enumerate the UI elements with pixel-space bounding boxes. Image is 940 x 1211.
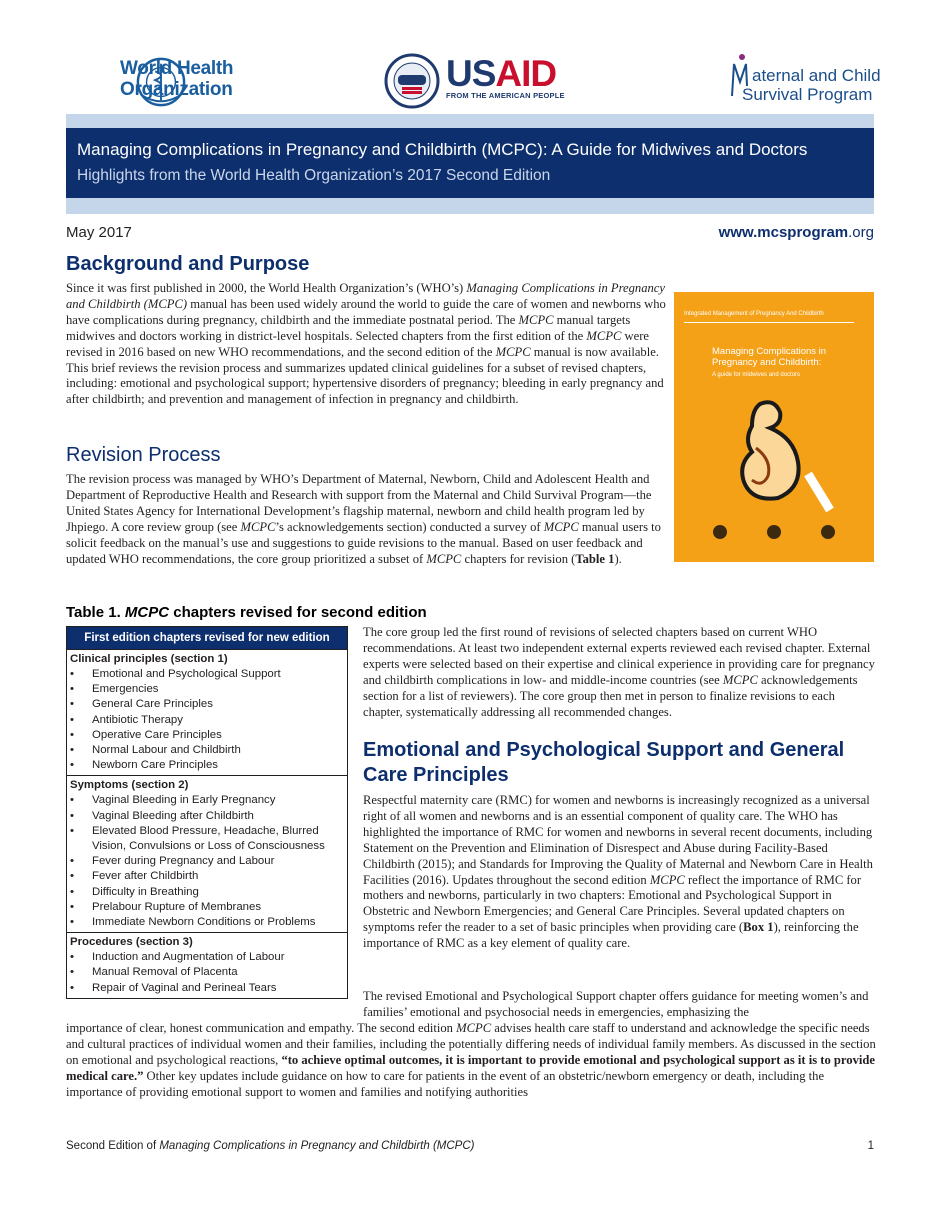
banner-subtitle: Highlights from the World Health Organization’s 2017 Second Edition (77, 167, 551, 184)
cover-series-text: Integrated Management of Pregnancy And Childbirth (684, 311, 824, 317)
usaid-tagline: FROM THE AMERICAN PEOPLE (446, 91, 565, 100)
table-caption: Table 1. MCPC chapters revised for second edition (66, 604, 427, 621)
page-footer: Second Edition of Managing Complications in Pregnancy and Childbirth (MCPC) (66, 1140, 475, 1152)
table-item: • Fever after Childbirth (70, 869, 344, 884)
table-item: • Antibiotic Therapy (70, 713, 344, 728)
table-item: • Emotional and Psychological Support (70, 667, 344, 682)
revised-chapter-paragraph-start: The revised Emotional and Psychological Support chapter offers guidance for meeting women’s and families’ emotional and psychosocial needs in emergencies, emphasizing the (363, 989, 869, 1019)
revised-chapters-table (66, 626, 348, 999)
banner-top-stripe (66, 114, 874, 128)
table-item: • Induction and Augmentation of Labour (70, 950, 344, 965)
table-item: • General Care Principles (70, 697, 344, 712)
cover-divider (684, 322, 854, 323)
table-section-title: Symptoms (section 2) (70, 779, 189, 792)
table-item: • Operative Care Principles (70, 728, 344, 743)
table-section-title: Clinical principles (section 1) (70, 653, 228, 665)
table-item: • Vaginal Bleeding in Early Pregnancy (70, 793, 344, 808)
table-item: • Fever during Pregnancy and Labour (70, 854, 344, 869)
banner-bottom-stripe (66, 198, 874, 214)
table-item: • Immediate Newborn Conditions or Problems (70, 915, 344, 930)
table-item: • Elevated Blood Pressure, Headache, Blurred Vision, Convulsions or Loss of Consciousness (70, 824, 344, 854)
background-paragraph: Since it was first published in 2000, the World Health Organization’s (WHO’s) Managing Complications in Pregnancy and Childbirth (MCPC) manual has been used widely around the world to guide the care of women and newborns who have complications during pregnancy, childbirth and the immediate postnatal period. The MCPC manual targets midwives and doctors working in district-level hospitals. Selected chapters from the first edition of the MCPC were revised in 2016 based on new WHO recommendations, and the second edition of the MCPC manual is now available. This brief reviews the revision process and summarizes updated clinical guidelines for a subset of revised chapters, including: emotional and psychological support; hypertensive disorders of pregnancy; bleeding in early pregnancy and after childbirth; and prevention and management of infection in pregnancy and childbirth. (66, 281, 666, 407)
table-item: • Prelabour Rupture of Membranes (70, 900, 344, 915)
table-item: • Normal Labour and Childbirth (70, 743, 344, 758)
usaid-logo-text: USAID (446, 53, 557, 94)
core-group-paragraph: The core group led the first round of revisions of selected chapters based on current WHO recommendations. At least two independent external experts reviewed each revised chapter. External experts were selected based on their expertise and clinical experience in providing care for pregnancy and childbirth complications in low- and middle-income countries (see MCPC acknowledgements section for a list of reviewers). The core group then met in person to finalize revisions to each chapter, systematically addressing all recommended changes. (363, 625, 875, 719)
mcsp-logo-text: aternal and Child Survival Program (742, 66, 881, 104)
website-link[interactable]: www.mcsprogram.org (718, 224, 874, 241)
table-item: • Repair of Vaginal and Perineal Tears (70, 981, 344, 996)
table-section-title: Procedures (section 3) (70, 936, 193, 949)
table-header: First edition chapters revised for new edition (67, 627, 347, 649)
emotional-support-heading: Emotional and Psychological Support and General Care Principles (363, 739, 845, 786)
table-item: • Emergencies (70, 682, 344, 697)
revised-chapter-paragraph-continued: importance of clear, honest communication and empathy. The second edition MCPC advises health care staff to understand and acknowledge the specific needs and cultural practices of individual women and their families, including the potentially differing needs of individual family members. As discussed in the section on emotional and psychological reactions, “to achieve optimal outcomes, it is important to provide emotional and psychological support as it is to provide medical care.” Other key updates include guidance on how to care for patients in the event of an obstetric/newborn emergency or death, including the importance of providing emotional support to women and families and notifying authorities (66, 1021, 876, 1099)
revision-heading: Revision Process (66, 444, 221, 466)
publication-date: May 2017 (66, 224, 132, 241)
banner-title: Managing Complications in Pregnancy and Childbirth (MCPC): A Guide for Midwives and Doctors (77, 140, 808, 159)
table-section-procedures (67, 932, 347, 998)
background-heading: Background and Purpose (66, 253, 310, 275)
table-section-symptoms (67, 775, 347, 932)
table-item: • Difficulty in Breathing (70, 885, 344, 900)
cover-title: Managing Complications in Pregnancy and Childbirth: (712, 346, 827, 368)
rmc-paragraph: Respectful maternity care (RMC) for women and newborns is increasingly recognized as a universal right of all women and newborns and is an essential component of quality care. The WHO has highlighted the importance of RMC for women and newborns in several recent documents, including Statement on the Prevention and Elimination of Disrespect and Abuse during Facility-Based Childbirth (2015); and Standards for Improving the Quality of Maternal and Newborn Care in Health Facilities (2016). Updates throughout the second edition MCPC reflect the importance of RMC for mothers and newborns, particularly in two chapters: Emotional and Psychological Support in Obstetric and Newborn Emergencies; and General Care Principles. Several updated chapters on symptoms refer the reader to a set of basic principles when providing care (Box 1), reinforcing the importance of RMC as a key element of quality care. (363, 793, 873, 951)
table-item: • Newborn Care Principles (70, 758, 344, 773)
cover-subtitle: A guide for midwives and doctors (712, 372, 801, 378)
usaid-seal-icon (384, 53, 440, 109)
page-number: 1 (867, 1140, 874, 1152)
cover-partner-logos (704, 520, 844, 550)
table-item: • Vaginal Bleeding after Childbirth (70, 809, 344, 824)
table-section-clinical (67, 649, 347, 775)
who-logo-text: World Health Organization (120, 58, 234, 100)
table-item: • Manual Removal of Placenta (70, 965, 344, 980)
pregnant-woman-illustration (712, 390, 836, 514)
title-banner (66, 128, 874, 198)
revision-paragraph: The revision process was managed by WHO’s Department of Maternal, Newborn, Child and Adolescent Health and Department of Reproductive Health and Research with support from the Maternal and Child Survival Program—the United States Agency for International Development’s flagship maternal, newborn and child health program led by Jhpiego. A core review group (see MCPC’s acknowledgements section) conducted a survey of MCPC manual users to solicit feedback on the manual’s use and suggestions to guide revisions to the manual. Based on user feedback and updated WHO recommendations, the core group prioritized a subset of MCPC chapters for revision (Table 1). (66, 472, 661, 566)
